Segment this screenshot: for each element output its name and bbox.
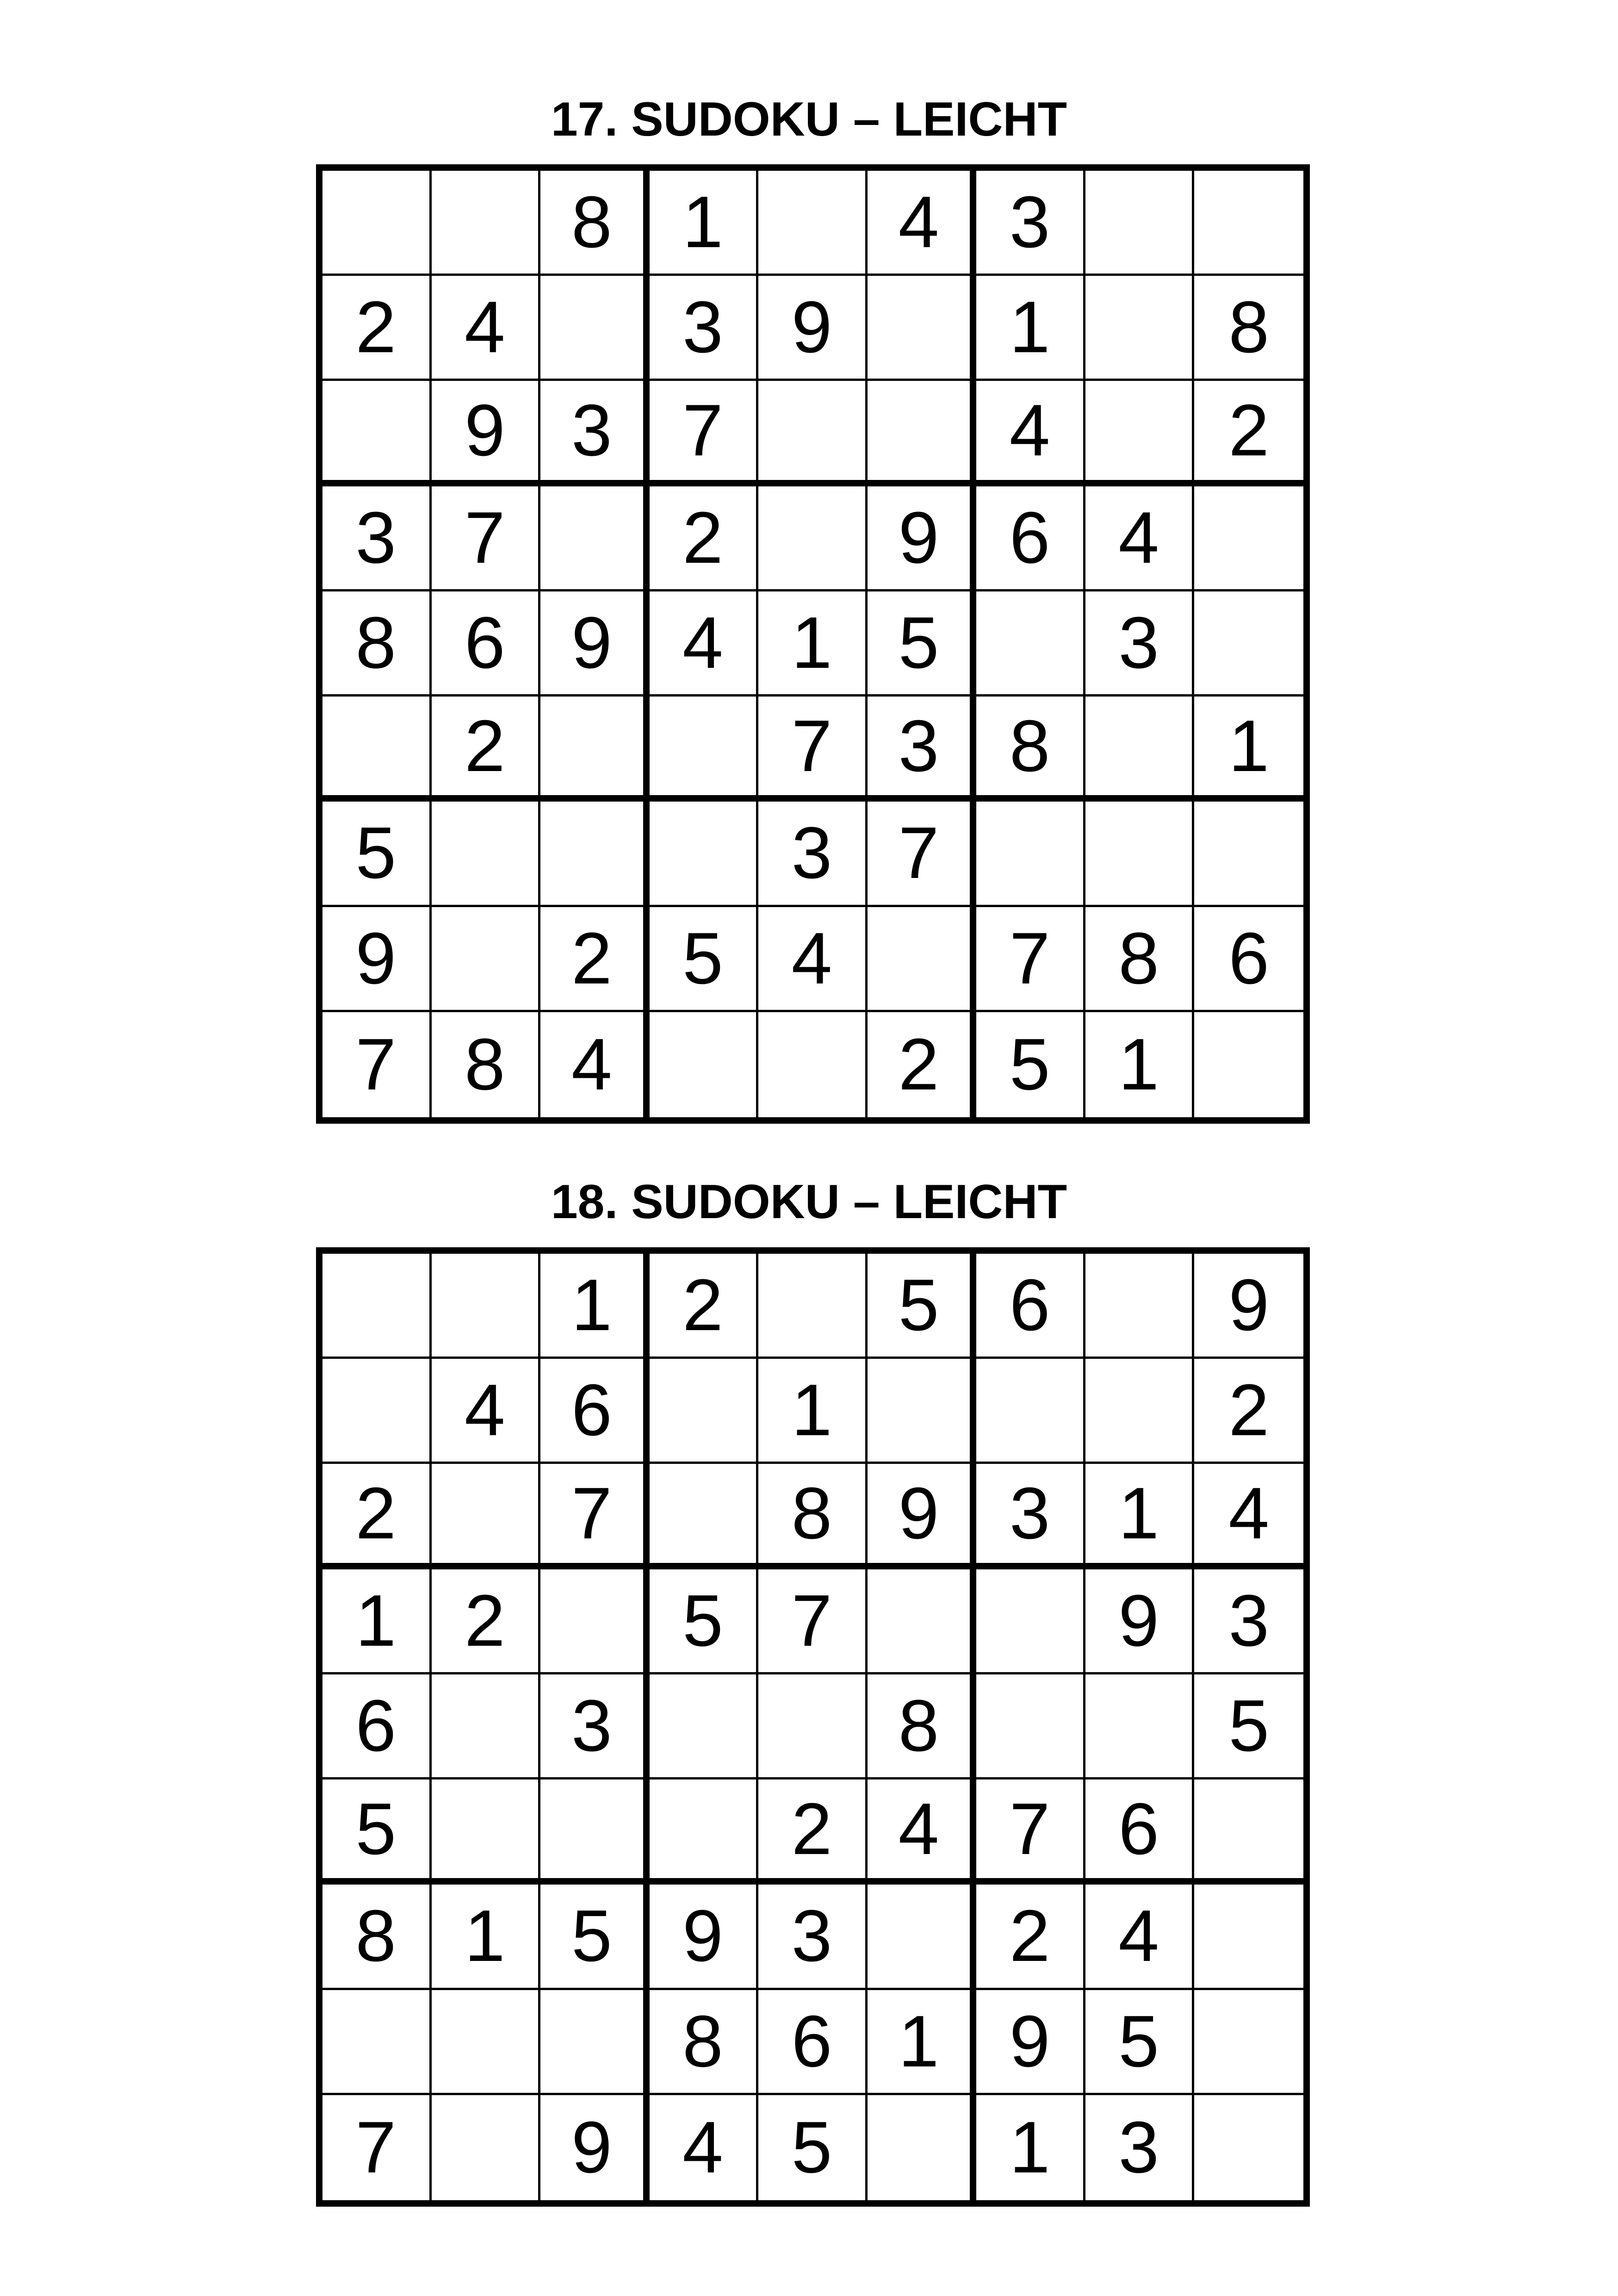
sudoku-cell[interactable]	[1085, 171, 1195, 276]
sudoku-cell[interactable]	[540, 697, 650, 802]
sudoku-cell[interactable]: 3	[650, 276, 759, 381]
sudoku-cell[interactable]	[1194, 1780, 1303, 1885]
sudoku-cell[interactable]	[976, 591, 1085, 697]
sudoku-cell[interactable]	[322, 1254, 432, 1359]
sudoku-cell[interactable]: 3	[976, 171, 1085, 276]
sudoku-cell[interactable]: 5	[976, 1012, 1085, 1117]
sudoku-cell[interactable]	[976, 1359, 1085, 1464]
sudoku-cell[interactable]	[322, 171, 432, 276]
sudoku-cell[interactable]: 1	[540, 1254, 650, 1359]
sudoku-cell[interactable]	[1194, 2095, 1303, 2200]
sudoku-cell[interactable]: 4	[432, 1359, 541, 1464]
sudoku-cell[interactable]: 3	[1085, 591, 1195, 697]
sudoku-cell[interactable]: 5	[322, 802, 432, 907]
sudoku-cell[interactable]: 1	[868, 1990, 977, 2095]
sudoku-cell[interactable]: 2	[540, 907, 650, 1012]
sudoku-cell[interactable]: 6	[976, 1254, 1085, 1359]
sudoku-cell[interactable]: 3	[322, 486, 432, 591]
sudoku-cell[interactable]	[540, 486, 650, 591]
sudoku-cell[interactable]	[1085, 276, 1195, 381]
sudoku-cell[interactable]	[432, 1254, 541, 1359]
sudoku-cell[interactable]: 8	[650, 1990, 759, 2095]
sudoku-cell[interactable]: 3	[540, 1674, 650, 1780]
sudoku-cell[interactable]: 2	[322, 1464, 432, 1569]
sudoku-cell[interactable]	[868, 381, 977, 486]
sudoku-cell[interactable]	[650, 802, 759, 907]
sudoku-cell[interactable]: 4	[1194, 1464, 1303, 1569]
sudoku-cell[interactable]: 8	[868, 1674, 977, 1780]
sudoku-cell[interactable]: 9	[432, 381, 541, 486]
sudoku-cell[interactable]: 1	[650, 171, 759, 276]
sudoku-cell[interactable]	[1194, 1885, 1303, 1990]
sudoku-cell[interactable]	[322, 1359, 432, 1464]
sudoku-cell[interactable]	[1194, 591, 1303, 697]
sudoku-cell[interactable]: 2	[868, 1012, 977, 1117]
sudoku-cell[interactable]	[976, 1569, 1085, 1674]
sudoku-cell[interactable]	[432, 1990, 541, 2095]
sudoku-cell[interactable]: 7	[322, 1012, 432, 1117]
sudoku-grid-17	[316, 164, 1310, 1124]
sudoku-cell[interactable]	[650, 1464, 759, 1569]
sudoku-cell[interactable]: 8	[540, 171, 650, 276]
sudoku-cell[interactable]: 1	[1194, 697, 1303, 802]
sudoku-cell[interactable]: 8	[432, 1012, 541, 1117]
sudoku-cell[interactable]	[868, 276, 977, 381]
sudoku-cell[interactable]	[758, 171, 868, 276]
sudoku-cell[interactable]	[432, 1674, 541, 1780]
sudoku-cell[interactable]: 1	[758, 1359, 868, 1464]
sudoku-cell[interactable]: 5	[868, 1254, 977, 1359]
sudoku-cell[interactable]: 2	[432, 697, 541, 802]
sudoku-cell[interactable]: 5	[758, 2095, 868, 2200]
sudoku-cell[interactable]: 4	[1085, 1885, 1195, 1990]
sudoku-cell[interactable]: 8	[976, 697, 1085, 802]
sudoku-cell[interactable]: 3	[758, 1885, 868, 1990]
sudoku-cell[interactable]: 8	[1085, 907, 1195, 1012]
sudoku-cell[interactable]: 3	[868, 697, 977, 802]
sudoku-cell[interactable]: 2	[1194, 381, 1303, 486]
sudoku-cell[interactable]: 8	[322, 1885, 432, 1990]
sudoku-cell[interactable]: 6	[976, 486, 1085, 591]
sudoku-cell[interactable]	[540, 1569, 650, 1674]
sudoku-cell[interactable]: 3	[540, 381, 650, 486]
sudoku-cell[interactable]	[976, 802, 1085, 907]
sudoku-cell[interactable]	[540, 1990, 650, 2095]
sudoku-cell[interactable]: 8	[1194, 276, 1303, 381]
sudoku-cell[interactable]	[432, 802, 541, 907]
sudoku-cell[interactable]: 2	[758, 1780, 868, 1885]
sudoku-cell[interactable]	[1085, 381, 1195, 486]
sudoku-cell[interactable]	[432, 2095, 541, 2200]
sudoku-cell[interactable]: 6	[322, 1674, 432, 1780]
sudoku-cell[interactable]: 9	[540, 591, 650, 697]
sudoku-cell[interactable]	[1194, 486, 1303, 591]
sudoku-cell[interactable]: 9	[650, 1885, 759, 1990]
sudoku-cell[interactable]	[650, 1359, 759, 1464]
sudoku-cell[interactable]: 7	[976, 907, 1085, 1012]
sudoku-cell[interactable]: 6	[432, 591, 541, 697]
sudoku-cell[interactable]: 2	[650, 1254, 759, 1359]
sudoku-cell[interactable]: 9	[1085, 1569, 1195, 1674]
sudoku-cell[interactable]	[868, 1885, 977, 1990]
sudoku-cell[interactable]	[650, 1012, 759, 1117]
sudoku-cell[interactable]: 8	[758, 1464, 868, 1569]
sudoku-cell[interactable]	[758, 1254, 868, 1359]
sudoku-cell[interactable]	[1085, 1254, 1195, 1359]
sudoku-cell[interactable]: 9	[868, 1464, 977, 1569]
sudoku-cell[interactable]: 2	[322, 276, 432, 381]
sudoku-cell[interactable]: 1	[1085, 1012, 1195, 1117]
sudoku-cell[interactable]: 2	[976, 1885, 1085, 1990]
sudoku-cell[interactable]: 9	[758, 276, 868, 381]
sudoku-cell[interactable]	[976, 1674, 1085, 1780]
sudoku-cell[interactable]: 1	[432, 1885, 541, 1990]
sudoku-cell[interactable]: 2	[1194, 1359, 1303, 1464]
sudoku-cell[interactable]: 1	[322, 1569, 432, 1674]
sudoku-cell[interactable]: 7	[976, 1780, 1085, 1885]
sudoku-cell[interactable]: 1	[1085, 1464, 1195, 1569]
sudoku-cell[interactable]: 1	[758, 591, 868, 697]
sudoku-cell[interactable]: 4	[650, 591, 759, 697]
sudoku-cell[interactable]: 4	[758, 907, 868, 1012]
sudoku-cell[interactable]: 4	[868, 171, 977, 276]
sudoku-cell[interactable]	[1194, 171, 1303, 276]
sudoku-cell[interactable]: 6	[1194, 907, 1303, 1012]
sudoku-cell[interactable]	[1194, 1990, 1303, 2095]
sudoku-cell[interactable]	[868, 1569, 977, 1674]
sudoku-cell[interactable]: 4	[1085, 486, 1195, 591]
sudoku-cell[interactable]: 5	[540, 1885, 650, 1990]
sudoku-cell[interactable]: 7	[540, 1464, 650, 1569]
sudoku-cell[interactable]: 4	[868, 1780, 977, 1885]
sudoku-cell[interactable]: 9	[976, 1990, 1085, 2095]
sudoku-cell[interactable]: 7	[432, 486, 541, 591]
sudoku-cell[interactable]: 3	[758, 802, 868, 907]
sudoku-cell[interactable]	[650, 1674, 759, 1780]
sudoku-cell[interactable]	[1194, 1012, 1303, 1117]
sudoku-cell[interactable]	[758, 381, 868, 486]
sudoku-cell[interactable]: 3	[1085, 2095, 1195, 2200]
sudoku-cell[interactable]	[540, 276, 650, 381]
sudoku-cell[interactable]	[1085, 802, 1195, 907]
sudoku-cell[interactable]	[322, 697, 432, 802]
sudoku-cell[interactable]: 7	[868, 802, 977, 907]
sudoku-cell[interactable]: 4	[540, 1012, 650, 1117]
sudoku-cell[interactable]: 9	[1194, 1254, 1303, 1359]
sudoku-cell[interactable]: 7	[322, 2095, 432, 2200]
sudoku-grid-18	[316, 1247, 1310, 2207]
sudoku-cell[interactable]	[1194, 802, 1303, 907]
sudoku-cell[interactable]: 3	[1194, 1569, 1303, 1674]
sudoku-cell[interactable]	[322, 381, 432, 486]
sudoku-cell[interactable]: 3	[976, 1464, 1085, 1569]
sudoku-cell[interactable]	[1085, 1359, 1195, 1464]
sudoku-cell[interactable]: 1	[976, 2095, 1085, 2200]
sudoku-cell[interactable]: 7	[758, 1569, 868, 1674]
sudoku-cell[interactable]: 9	[868, 486, 977, 591]
sudoku-cell[interactable]: 2	[432, 1569, 541, 1674]
sudoku-cell[interactable]: 5	[322, 1780, 432, 1885]
sudoku-cell[interactable]: 6	[540, 1359, 650, 1464]
sudoku-cell[interactable]: 2	[650, 486, 759, 591]
sudoku-cell[interactable]: 5	[650, 907, 759, 1012]
sudoku-cell[interactable]	[758, 1012, 868, 1117]
puzzle-17-title: 17. SUDOKU – LEICHT	[551, 93, 1067, 146]
sudoku-cell[interactable]: 7	[758, 697, 868, 802]
sudoku-cell[interactable]: 4	[650, 2095, 759, 2200]
sudoku-cell[interactable]: 5	[1085, 1990, 1195, 2095]
sudoku-cell[interactable]: 7	[650, 381, 759, 486]
sudoku-cell[interactable]: 6	[758, 1990, 868, 2095]
sudoku-cell[interactable]	[432, 171, 541, 276]
sudoku-cell[interactable]	[868, 907, 977, 1012]
sudoku-cell[interactable]	[650, 697, 759, 802]
sudoku-cell[interactable]: 5	[868, 591, 977, 697]
sudoku-cell[interactable]: 1	[976, 276, 1085, 381]
sudoku-cell[interactable]: 4	[976, 381, 1085, 486]
sudoku-cell[interactable]: 9	[322, 907, 432, 1012]
sudoku-cell[interactable]	[432, 1780, 541, 1885]
sudoku-cell[interactable]: 6	[1085, 1780, 1195, 1885]
sudoku-cell[interactable]: 5	[650, 1569, 759, 1674]
sudoku-cell[interactable]	[540, 802, 650, 907]
sudoku-cell[interactable]	[650, 1780, 759, 1885]
sudoku-cell[interactable]: 4	[432, 276, 541, 381]
sudoku-cell[interactable]	[540, 1780, 650, 1885]
sudoku-cell[interactable]: 8	[322, 591, 432, 697]
sudoku-cell[interactable]	[868, 1359, 977, 1464]
sudoku-cell[interactable]	[432, 907, 541, 1012]
sudoku-cell[interactable]	[1085, 1674, 1195, 1780]
sudoku-cell[interactable]	[432, 1464, 541, 1569]
sudoku-cell[interactable]: 9	[540, 2095, 650, 2200]
sudoku-cell[interactable]	[322, 1990, 432, 2095]
sudoku-cell[interactable]	[868, 2095, 977, 2200]
puzzle-18-title: 18. SUDOKU – LEICHT	[551, 1175, 1067, 1229]
sudoku-cell[interactable]	[1085, 697, 1195, 802]
sudoku-cell[interactable]	[758, 486, 868, 591]
sudoku-cell[interactable]	[758, 1674, 868, 1780]
sudoku-cell[interactable]: 5	[1194, 1674, 1303, 1780]
